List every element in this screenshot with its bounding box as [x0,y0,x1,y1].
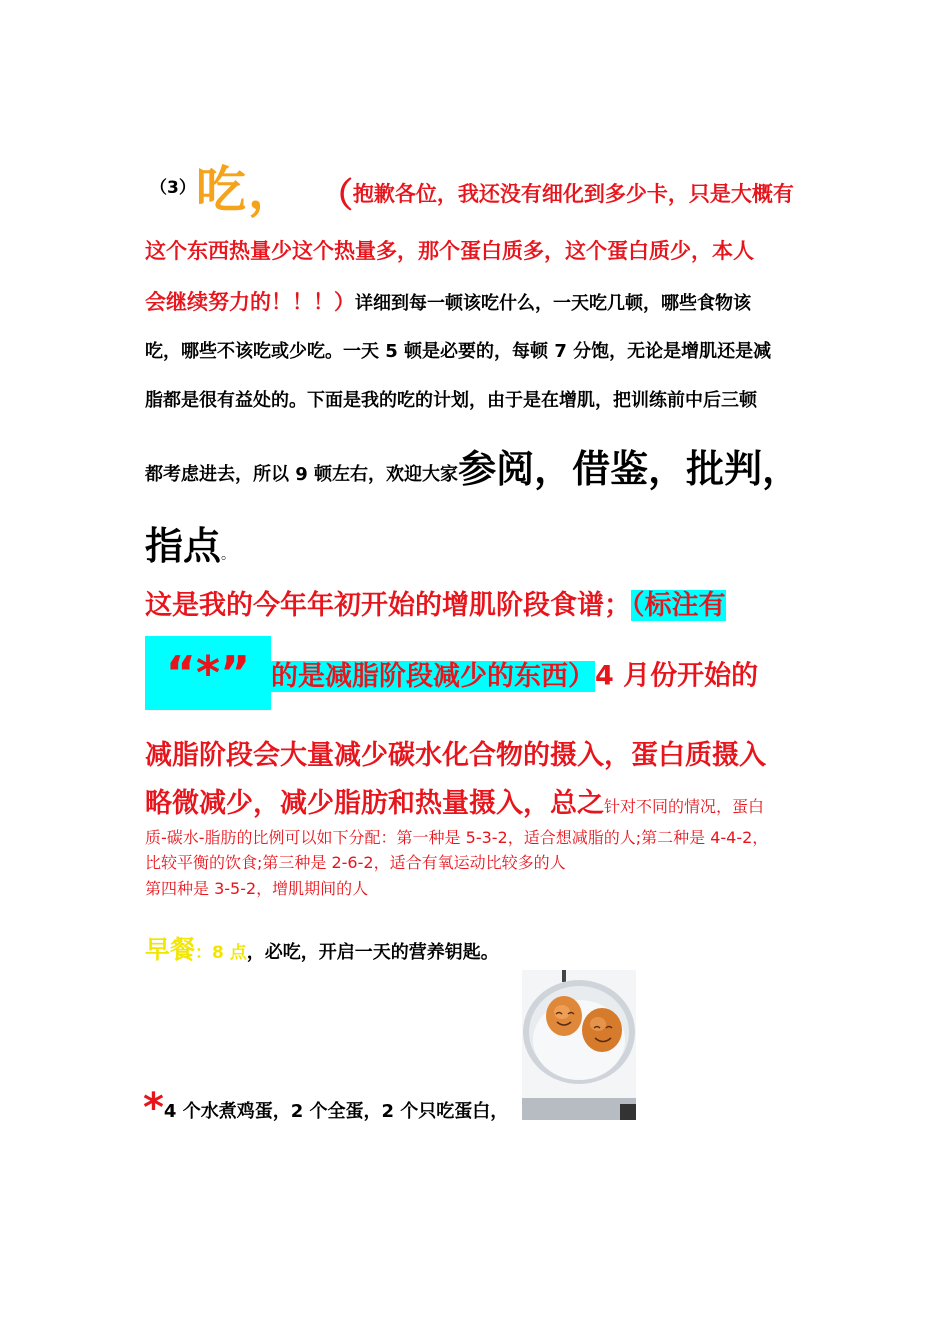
breakfast-label: 早餐 [145,935,196,964]
breakfast-item: 4 个水煮鸡蛋，2 个全蛋，2 个只吃蛋白， [163,1101,509,1122]
plan-text-3: 减脂阶段会大量减少碳水化合物的摄入，蛋白质摄入 [145,740,766,771]
breakfast-heading [145,930,499,966]
plan-line-1 [145,583,726,622]
apology-text-2: 这个东西热量少这个热量多，那个蛋白质多，这个蛋白质少，本人 [145,239,754,263]
plan-text-4: 略微减少，减少脂肪和热量摄入，总之 [145,788,604,819]
ratio-note-2: 比较平衡的饮食;第三种是 2-6-2，适合有氧运动比较多的人 [145,853,566,872]
apology-open-paren: （ [335,176,353,216]
intro-text-4: 都考虑进去，所以 9 顿左右，欢迎大家 [145,464,459,485]
plan-text-4-small: 针对不同的情况，蛋白 [604,797,765,816]
plan-text-2: 4 月份开始的 [595,660,759,692]
apology-text-3: 会继续努力的！！！） [145,290,355,314]
plan-highlight-2: 的是减脂阶段减少的东西） [271,660,595,692]
section-heading-line [150,150,794,222]
plan-highlight-1: （标注有 [631,590,726,621]
intro-big-text-2: 指点 [145,524,222,568]
intro-text-2: 吃，哪些不该吃或少吃。一天 5 顿是必要的，每顿 7 分饱，无论是增肌还是减 [145,341,772,362]
intro-end: 。 [221,547,236,563]
breakfast-time: 8 点 [212,943,247,963]
intro-text-3: 脂都是很有益处的。下面是我的吃的计划，由于是在增肌，把训练前中后三顿 [145,390,757,411]
ratio-note-1: 质-碳水-脂肪的比例可以如下分配：第一种是 5-3-2，适合想减脂的人;第二种是 4-4-2， [145,828,769,847]
intro-big-text: 参阅，借鉴，批判， [458,447,801,491]
breakfast-item-line [143,1085,508,1131]
star-marker: * [143,1085,164,1131]
section-title: 吃， [195,161,300,219]
plan-line-4 [145,781,764,820]
plan-text-1: 这是我的今年年初开始的增肌阶段食谱； [145,590,631,621]
boiled-eggs-photo [522,970,636,1120]
intro-line-5 [145,515,235,570]
plan-line-2 [145,636,758,710]
breakfast-colon: ： [195,943,213,963]
ratio-note-3: 第四种是 3-5-2，增肌期间的人 [145,879,369,898]
apology-text-1: 抱歉各位，我还没有细化到多少卡，只是大概有 [352,182,794,206]
section-number: （3） [150,178,196,198]
breakfast-desc: ，必吃，开启一天的营养钥匙。 [246,942,499,963]
intro-text-1: 详细到每一顿该吃什么，一天吃几顿，哪些食物该 [355,293,751,314]
star-quote-box: “*” [145,636,271,710]
apology-end-line [145,286,751,316]
intro-line-4 [145,438,800,493]
